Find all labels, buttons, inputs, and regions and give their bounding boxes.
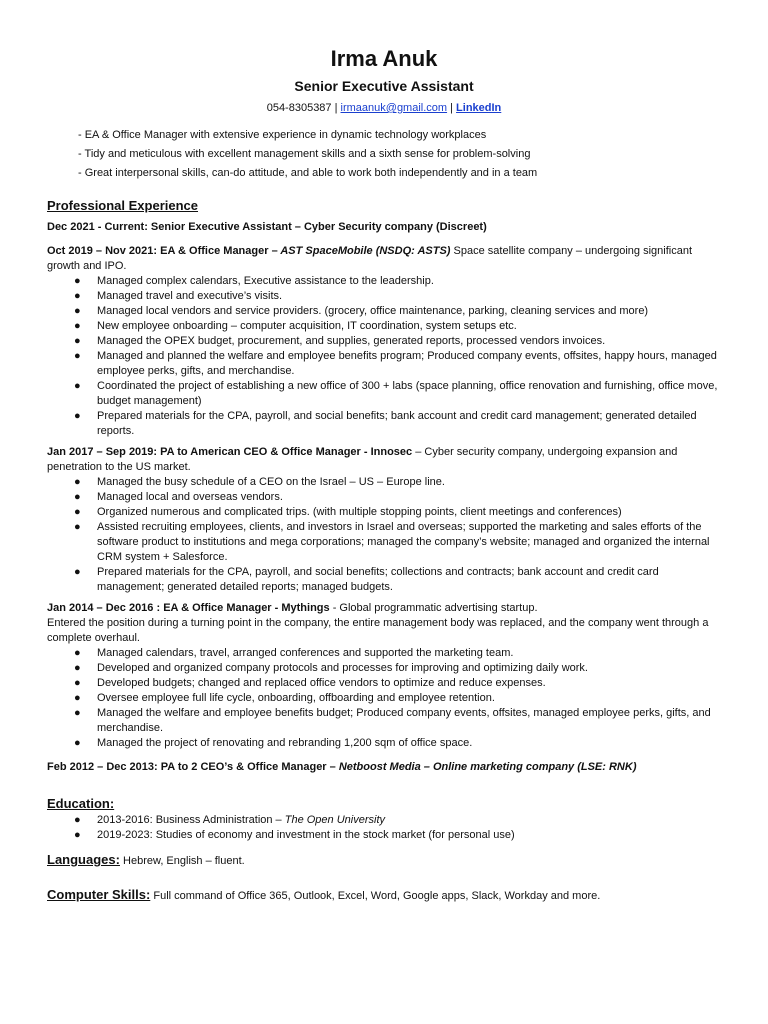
job-description: - Global programmatic advertising startup.: [329, 602, 538, 614]
job-description: – Cyber security company, undergoing expansion and penetration to the US market.: [47, 446, 678, 473]
bullet-icon: ●: [74, 692, 81, 704]
list-item: ● Managed calendars, travel, arranged conferences and supported the marketing team.: [74, 647, 514, 659]
languages-text: Hebrew, English – fluent.: [119, 855, 245, 867]
bullet-icon: ●: [74, 677, 81, 689]
list-item: ● Prepared materials for the CPA, payroll, and social benefits; bank account and credit card management; generated detailed reports.: [74, 410, 697, 437]
list-item: ● Managed the busy schedule of a CEO on the Israel – US – Europe line.: [74, 476, 445, 488]
bullet-icon: ●: [74, 410, 81, 422]
bullet-icon: ●: [74, 491, 81, 503]
experience-section-title: Professional Experience: [47, 198, 199, 213]
summary-item: - EA & Office Manager with extensive experience in dynamic technology workplaces: [78, 129, 487, 141]
job-bullets: [47, 475, 722, 595]
resume-body: [47, 197, 722, 904]
bullet-icon: ●: [74, 814, 81, 826]
languages-title: Languages:: [47, 852, 120, 867]
list-item: ● 2013-2016: Business Administration – The Open University: [74, 814, 385, 826]
job-entry-innosec: [47, 445, 722, 475]
resume-header: [0, 44, 768, 116]
school-name: The Open University: [284, 814, 385, 826]
list-item: ● Prepared materials for the CPA, payroll, and social benefits; collections and contracts; bank account and credit card management; generated detailed reports; managed budgets.: [74, 566, 659, 593]
list-item: ● Oversee employee full life cycle, onboarding, offboarding and employee retention.: [74, 692, 495, 704]
bullet-icon: ●: [74, 707, 81, 719]
education-section-title: Education:: [47, 796, 115, 811]
list-item: ● Developed budgets; changed and replaced office vendors to optimize and reduce expenses.: [74, 677, 546, 689]
candidate-title: Senior Executive Assistant: [294, 78, 474, 94]
bullet-icon: ●: [74, 647, 81, 659]
list-item: ● Managed complex calendars, Executive assistance to the leadership.: [74, 275, 434, 287]
candidate-name: Irma Anuk: [330, 46, 438, 71]
job-heading: Jan 2014 – Dec 2016 : EA & Office Manager - Mythings: [47, 602, 330, 614]
list-item: ● Managed and planned the welfare and employee benefits program; Produced company events, offsites, happy hours, managed employee perks, gifts, and merchandise.: [74, 350, 717, 377]
list-item: ● Managed the OPEX budget, procurement, and supplies, generated reports, processed vendors invoices.: [74, 335, 606, 347]
bullet-icon: ●: [74, 521, 81, 533]
list-item: ● Managed travel and executive’s visits.: [74, 290, 283, 302]
summary-item: - Tidy and meticulous with excellent management skills and a sixth sense for problem-solving: [78, 148, 531, 160]
job-bullets: [47, 646, 722, 751]
bullet-icon: ●: [74, 662, 81, 674]
list-item: ● Managed local and overseas vendors.: [74, 491, 283, 503]
bullet-icon: ●: [74, 320, 81, 332]
job-heading: Feb 2012 – Dec 2013: PA to 2 CEO’s & Office Manager –: [47, 761, 339, 773]
list-item: ● Managed local vendors and service providers. (grocery, office maintenance, parking, cleaning services and more): [74, 305, 649, 317]
job-heading: Oct 2019 – Nov 2021: EA & Office Manager –: [47, 245, 278, 257]
job-entry-mythings: [47, 601, 722, 646]
list-item: ● Coordinated the project of establishing a new office of 300 + labs (space planning, office renovation and furnishing, office move, budget management): [74, 380, 718, 407]
list-item: ● Organized numerous and complicated trips. (with multiple stopping points, client meetings and conferences): [74, 506, 622, 518]
bullet-icon: ●: [74, 290, 81, 302]
list-item: ● 2019-2023: Studies of economy and investment in the stock market (for personal use): [74, 829, 515, 841]
list-item: ● Managed the project of renovating and rebranding 1,200 sqm of office space.: [74, 737, 473, 749]
contact-separator: |: [447, 102, 457, 114]
bullet-icon: ●: [74, 380, 81, 392]
bullet-icon: ●: [74, 350, 81, 362]
job-company: AST SpaceMobile (NSDQ: ASTS): [277, 245, 451, 257]
contact-separator: |: [331, 102, 341, 114]
job-heading: Jan 2017 – Sep 2019: PA to American CEO & Office Manager - Innosec: [47, 446, 413, 458]
list-item: ● Managed the welfare and employee benefits budget; Produced company events, offsites, managed employee perks, gifts, and merchandise.: [74, 707, 711, 734]
list-item: ● New employee onboarding – computer acquisition, IT coordination, system setups etc.: [74, 320, 517, 332]
bullet-icon: ●: [74, 506, 81, 518]
phone-number: 054-8305387: [266, 102, 332, 114]
bullet-icon: ●: [74, 335, 81, 347]
job-intro: Entered the position during a turning point in the company, the entire management body was replaced, and the company went through a complete overhaul.: [47, 617, 709, 644]
bullet-icon: ●: [74, 829, 81, 841]
job-entry-astspacemobile: [47, 244, 722, 274]
skills-text: Full command of Office 365, Outlook, Excel, Word, Google apps, Slack, Workday and more.: [150, 890, 601, 902]
list-item: ● Assisted recruiting employees, clients, and investors in Israel and overseas; supported the marketing and sales efforts of the software product to institutions and mega corporations; managed the company’s website; managed and organized the internal CRM system + Salesforce.: [74, 521, 710, 563]
skills-title: Computer Skills:: [47, 887, 151, 902]
bullet-icon: ●: [74, 566, 81, 578]
job-bullets: [47, 274, 722, 439]
bullet-icon: ●: [74, 737, 81, 749]
bullet-icon: ●: [74, 275, 81, 287]
skills-line: [47, 887, 722, 904]
job-company: Netboost Media – Online marketing company (LSE: RNK): [338, 761, 637, 773]
email-link[interactable]: irmaanuk@gmail.com: [340, 102, 448, 114]
linkedin-link[interactable]: LinkedIn: [456, 102, 502, 114]
contact-line: [0, 101, 768, 116]
summary-list: [78, 126, 718, 183]
job-description: Space satellite company – undergoing significant growth and IPO.: [47, 245, 693, 272]
bullet-icon: ●: [74, 305, 81, 317]
job-entry-netboost: [47, 760, 722, 775]
current-role: Dec 2021 - Current: Senior Executive Assistant – Cyber Security company (Discreet): [47, 221, 487, 233]
education-list: [47, 813, 722, 843]
list-item: ● Developed and organized company protocols and processes for improving and optimizing daily work.: [74, 662, 588, 674]
languages-line: [47, 852, 722, 869]
bullet-icon: ●: [74, 476, 81, 488]
summary-item: - Great interpersonal skills, can-do attitude, and able to work both independently and in a team: [78, 167, 538, 179]
